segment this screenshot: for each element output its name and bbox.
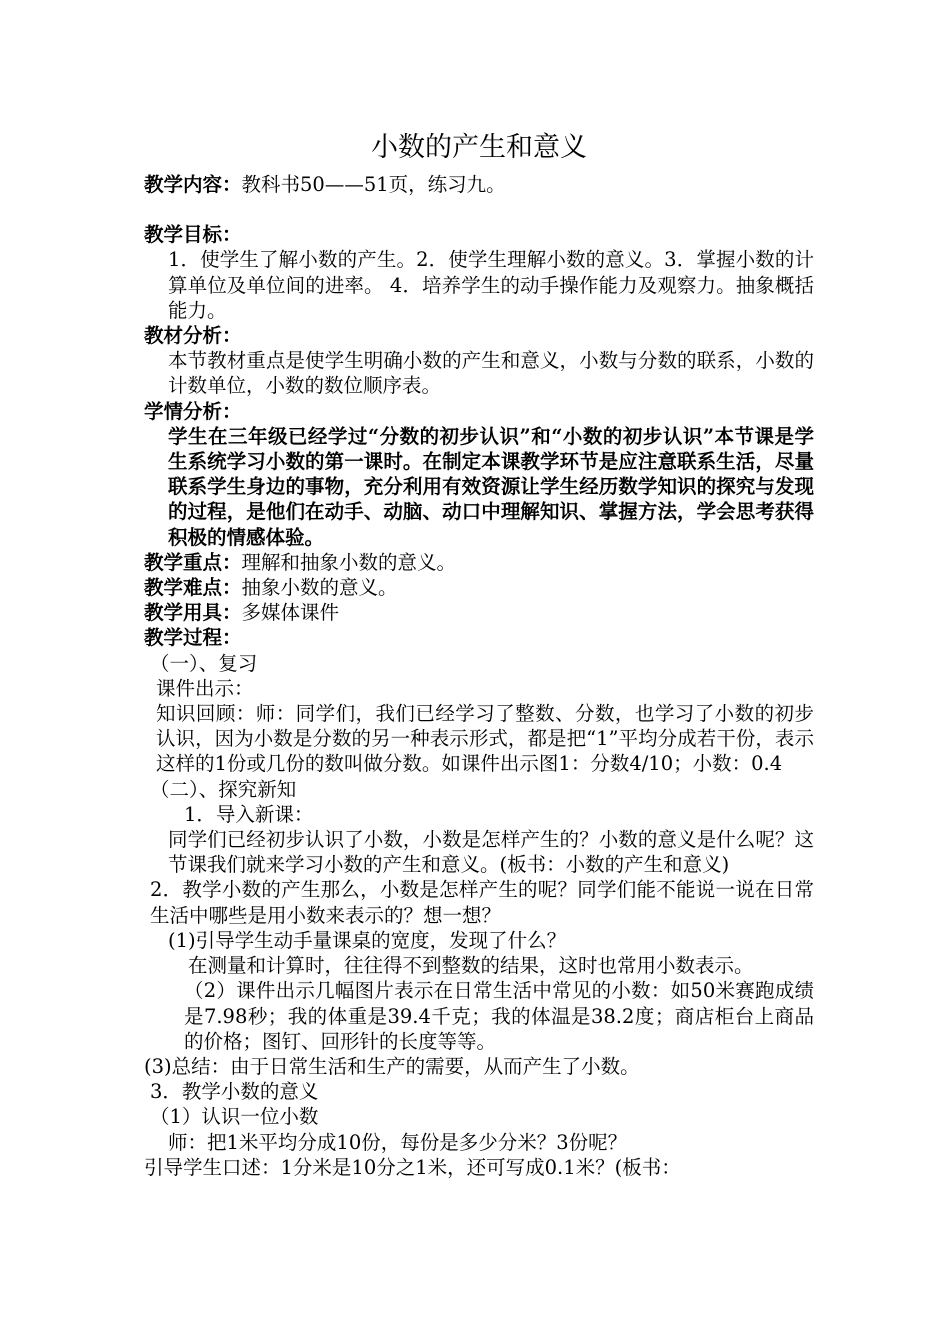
content-line — [144, 172, 814, 197]
tools-text: 多媒体课件 — [241, 601, 340, 625]
material-heading: 教材分析： — [144, 324, 242, 348]
key-line — [144, 550, 814, 575]
difficulty-line — [144, 575, 814, 600]
goals-heading: 教学目标： — [144, 223, 242, 247]
document-page — [144, 128, 814, 1180]
process-line: （2）课件出示几幅图片表示在日常生活中常见的小数：如50米赛跑成绩是7.98秒；我的体重是39.4千克；我的体温是38.2度；商店柜台上商品的价格；图钉、回形针的长度等等。 — [184, 979, 814, 1053]
difficulty-label: 教学难点： — [144, 576, 242, 600]
content-text: 教科书50——51页，练习九。 — [241, 173, 506, 196]
process-line: 2．教学小数的产生那么，小数是怎样产生的呢？同学们能不能说一说在日常生活中哪些是用小数来表示的？想一想？ — [150, 878, 814, 927]
process-line: （1）认识一位小数 — [150, 1105, 319, 1129]
difficulty-text: 抽象小数的意义。 — [241, 576, 398, 600]
key-label: 教学重点： — [144, 550, 242, 574]
tools-line — [144, 600, 814, 625]
process-line: 3．教学小数的意义 — [150, 1080, 319, 1104]
material-text: 本节教材重点是使学生明确小数的产生和意义，小数与分数的联系，小数的计数单位，小数的数位顺序表。 — [168, 349, 814, 398]
blank-line — [144, 197, 814, 222]
process-line: 在测量和计算时，往往得不到整数的结果，这时也常用小数表示。 — [188, 954, 754, 978]
process-line: 课件出示： — [156, 676, 254, 700]
goals-text: 1．使学生了解小数的产生。2．使学生理解小数的意义。3．掌握小数的计算单位及单位间的进率。 4．培养学生的动手操作能力及观察力。抽象概括能力。 — [168, 248, 814, 322]
process-line: (1)引导学生动手量课桌的宽度，发现了什么？ — [168, 928, 567, 952]
students-heading: 学情分析： — [144, 399, 242, 423]
students-text: 学生在三年级已经学过“分数的初步认识”和“小数的初步认识”本节课是学生系统学习小数的第一课时。在制定本课教学环节是应注意联系生活，尽量联系学生身边的事物，充分利用有效资源让学生经历数学知识的探究与发现的过程，是他们在动手、动脑、动口中理解知识、掌握方法，学会思考获得积极的情感体验。 — [168, 424, 814, 549]
process-line: 师：把1米平均分成10份，每份是多少分米？3份呢？ — [168, 1130, 628, 1154]
process-line: 知识回顾：师：同学们，我们已经学习了整数、分数，也学习了小数的初步认识，因为小数是分数的另一种表示形式，都是把“1”平均分成若干份，表示这样的1份或几份的数叫做分数。如课件出示图1：分数4/10；小数：0.4 — [156, 702, 814, 776]
process-line: (3)总结：由于日常生活和生产的需要，从而产生了小数。 — [144, 1054, 640, 1078]
process-line: （二）、探究新知 — [150, 777, 297, 801]
process-line: 引导学生口述：1分米是10分之1米，还可写成0.1米？(板书： — [144, 1155, 681, 1179]
key-text: 理解和抽象小数的意义。 — [241, 550, 457, 574]
process-heading: 教学过程： — [144, 626, 242, 650]
document-title: 小数的产生和意义 — [371, 132, 587, 163]
tools-label: 教学用具： — [144, 601, 242, 625]
process-line: 1．导入新课： — [184, 802, 314, 826]
content-label: 教学内容： — [144, 173, 242, 196]
process-line: （一）、复习 — [150, 651, 258, 675]
process-line: 同学们已经初步认识了小数，小数是怎样产生的？小数的意义是什么呢？这节课我们就来学习小数的产生和意义。(板书：小数的产生和意义) — [168, 828, 814, 877]
